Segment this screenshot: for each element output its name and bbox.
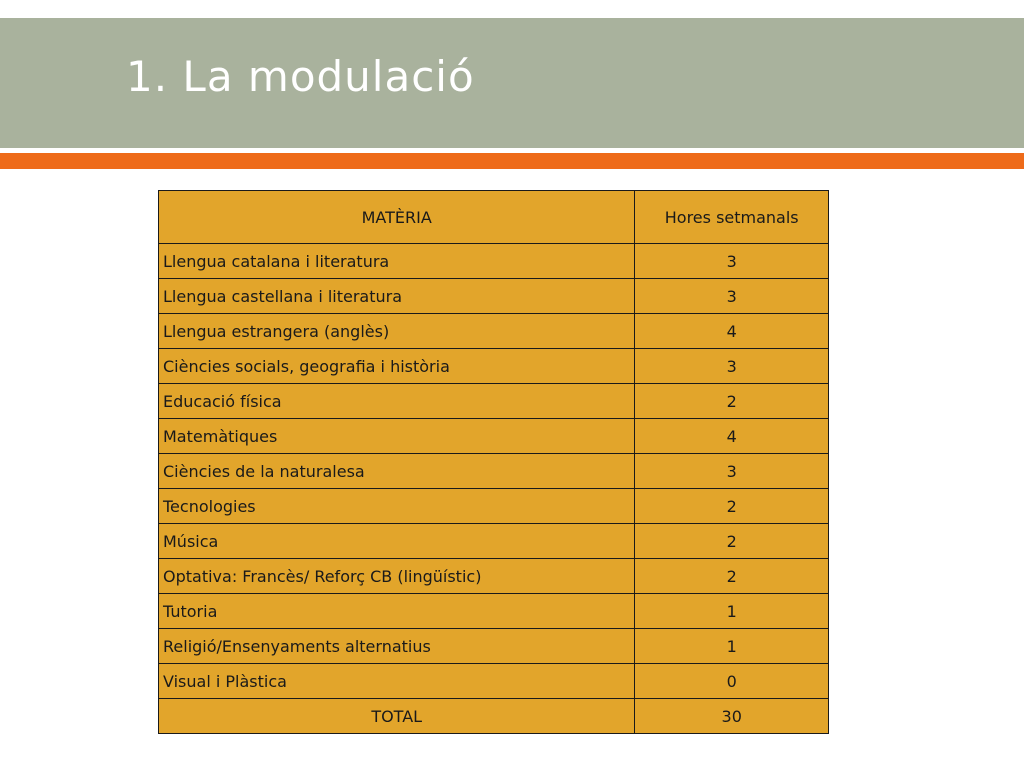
slide-title: 1. La modulació [126, 52, 475, 101]
hours-cell: 0 [635, 664, 829, 699]
hours-cell: 3 [635, 244, 829, 279]
total-label-cell: TOTAL [159, 699, 635, 734]
subject-cell: Educació física [159, 384, 635, 419]
subject-cell: Llengua catalana i literatura [159, 244, 635, 279]
hours-cell: 1 [635, 629, 829, 664]
hours-cell: 2 [635, 384, 829, 419]
subject-cell: Optativa: Francès/ Reforç CB (lingüístic) [159, 559, 635, 594]
hours-cell: 4 [635, 419, 829, 454]
subject-cell: Tecnologies [159, 489, 635, 524]
table-row [159, 629, 829, 664]
table-row [159, 524, 829, 559]
hours-cell: 1 [635, 594, 829, 629]
table-row [159, 419, 829, 454]
table-header-row [159, 191, 829, 244]
subject-cell: Matemàtiques [159, 419, 635, 454]
table-row [159, 489, 829, 524]
table-row [159, 314, 829, 349]
subject-cell: Música [159, 524, 635, 559]
hours-cell: 2 [635, 524, 829, 559]
table-row [159, 594, 829, 629]
hours-cell: 3 [635, 279, 829, 314]
table-row [159, 244, 829, 279]
subject-cell: Religió/Ensenyaments alternatius [159, 629, 635, 664]
table-row [159, 559, 829, 594]
hours-cell: 4 [635, 314, 829, 349]
subject-cell: Tutoria [159, 594, 635, 629]
table-row [159, 349, 829, 384]
subject-cell: Ciències socials, geografia i història [159, 349, 635, 384]
accent-bar [0, 153, 1024, 169]
hours-cell: 3 [635, 454, 829, 489]
table-row [159, 664, 829, 699]
hours-column-header: Hores setmanals [635, 191, 829, 244]
title-band [0, 18, 1024, 148]
table-row [159, 454, 829, 489]
table-row [159, 279, 829, 314]
subject-cell: Llengua estrangera (anglès) [159, 314, 635, 349]
hours-cell: 3 [635, 349, 829, 384]
total-row [159, 699, 829, 734]
subject-cell: Visual i Plàstica [159, 664, 635, 699]
subject-cell: Ciències de la naturalesa [159, 454, 635, 489]
subject-column-header: MATÈRIA [159, 191, 635, 244]
hours-cell: 2 [635, 489, 829, 524]
table-row [159, 384, 829, 419]
subject-hours-table [158, 190, 829, 734]
hours-cell: 2 [635, 559, 829, 594]
subject-cell: Llengua castellana i literatura [159, 279, 635, 314]
total-hours-cell: 30 [635, 699, 829, 734]
